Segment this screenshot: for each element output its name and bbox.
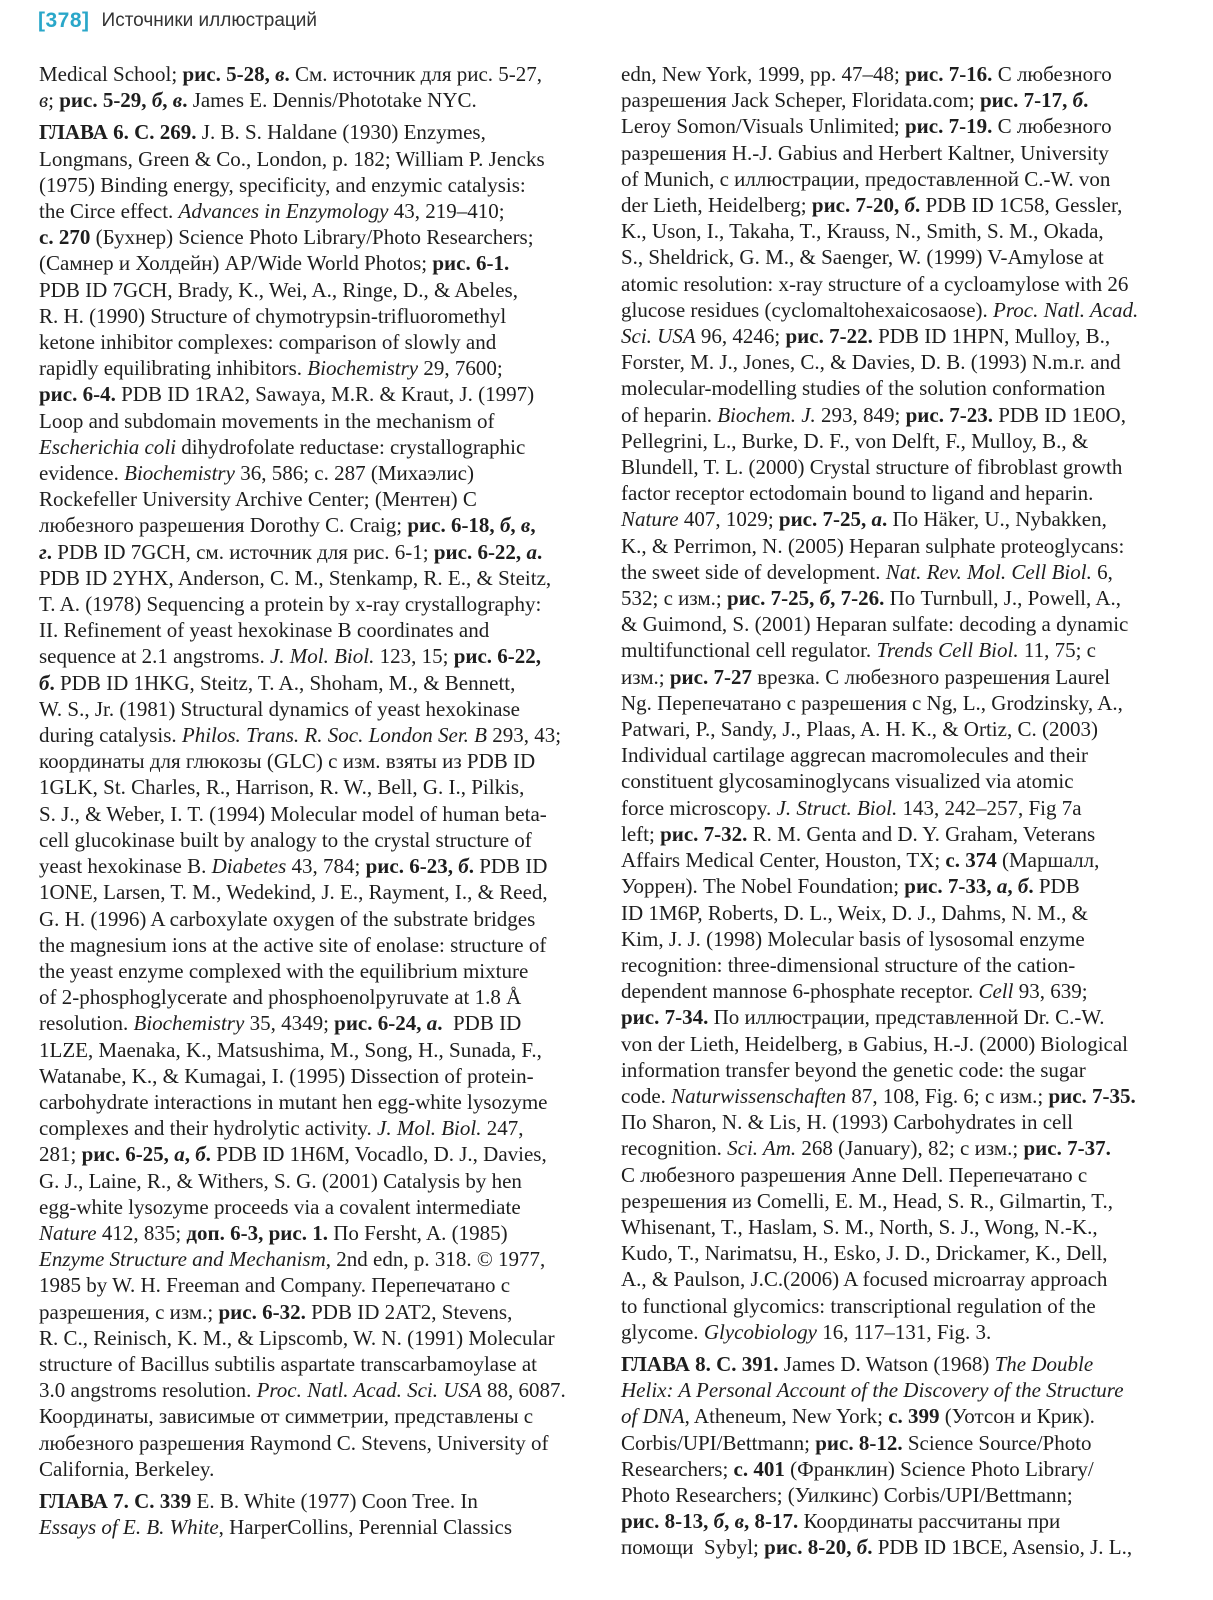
text-line: PDB ID 7GCH, Brady, K., Wei, A., Ringe, D., & Abeles,	[39, 277, 518, 302]
text-line: R. H. (1990) Structure of chymotrypsin-trifluoromethyl	[39, 303, 507, 328]
text-line: Уоррен). The Nobel Foundation; рис. 7-33, а, б. PDB	[621, 874, 1080, 899]
text-line: Loop and subdomain movements in the mechanism of	[39, 408, 495, 433]
text-line: ГЛАВА 8. С. 391. James D. Watson (1968) The Double	[621, 1351, 1094, 1376]
text-line: резрешения из Comelli, E. M., Head, S. R., Gilmartin, T.,	[621, 1188, 1114, 1213]
text-line: разрешения H.-J. Gabius and Herbert Kaltner, University	[621, 140, 1109, 165]
text-line: multifunctional cell regulator. Trends Cell Biol. 11, 75; с	[621, 638, 1096, 663]
text-line: W. S., Jr. (1981) Structural dynamics of yeast hexokinase	[39, 696, 520, 721]
text-line: ketone inhibitor complexes: comparison of slowly and	[39, 330, 497, 355]
text-line: рис. 8-13, б, в, 8-17. Координаты рассчитаны при	[621, 1509, 1061, 1534]
text-line: R. C., Reinisch, K. M., & Lipscomb, W. N. (1991) Molecular	[39, 1325, 555, 1350]
text-line: в; рис. 5-29, б, в. James E. Dennis/Phototake NYC.	[39, 88, 477, 113]
text-line: г. PDB ID 7GCH, см. источник для рис. 6-1; рис. 6-22, а.	[39, 539, 543, 564]
text-line: factor receptor ectodomain bound to ligand and heparin.	[621, 481, 1094, 506]
text-line: Whisenant, T., Haslam, S. M., North, S. J., Wong, N.-K.,	[621, 1214, 1098, 1239]
text-line: the yeast enzyme complexed with the equilibrium mixture	[39, 958, 529, 983]
text-line: Blundell, T. L. (2000) Crystal structure of fibroblast growth	[621, 455, 1123, 480]
text-line: atomic resolution: x-ray structure of a cycloamylose with 26	[621, 271, 1129, 296]
text-line: of heparin. Biochem. J. 293, 849; рис. 7-23. PDB ID 1E0O,	[621, 402, 1126, 427]
page-number: [378]	[38, 9, 90, 32]
text-line: dependent mannose 6-phosphate receptor. Cell 93, 639;	[621, 979, 1088, 1004]
text-line: recognition: three-dimensional structure of the cation-	[621, 952, 1076, 977]
text-line: 1ONE, Larsen, T. M., Wedekind, J. E., Rayment, I., & Reed,	[39, 880, 548, 905]
text-line: rapidly equilibrating inhibitors. Biochemistry 29, 7600;	[39, 356, 503, 381]
text-line: рис. 6-4. PDB ID 1RA2, Sawaya, M.R. & Kraut, J. (1997)	[39, 382, 535, 407]
text-line: structure of Bacillus subtilis aspartate transcarbamoylase at	[39, 1351, 538, 1376]
text-line: ID 1M6P, Roberts, D. L., Weix, D. J., Dahms, N. M., &	[621, 900, 1088, 925]
text-line: during catalysis. Philos. Trans. R. Soc. London Ser. B 293, 43;	[39, 723, 562, 748]
text-line: любезного разрешения Dorothy C. Craig; рис. 6-18, б, в,	[39, 513, 536, 538]
text-line: 1LZE, Maenaka, K., Matsushima, M., Song, H., Sunada, F.,	[39, 1037, 542, 1062]
text-line: of Munich, с иллюстрации, предоставленной C.-W. von	[621, 166, 1111, 191]
text-line: the magnesium ions at the active site of enolase: structure of	[39, 932, 547, 957]
left-column	[39, 61, 579, 1540]
text-line: 1GLK, St. Charles, R., Harrison, R. W., Bell, G. I., Pilkis,	[39, 775, 525, 800]
text-line: Kudo, T., Narimatsu, H., Esko, J. D., Drickamer, K., Dell,	[621, 1241, 1108, 1266]
text-line: carbohydrate interactions in mutant hen egg-white lysozyme	[39, 1089, 548, 1114]
text-line: Sci. USA 96, 4246; рис. 7-22. PDB ID 1HPN, Mulloy, B.,	[621, 324, 1111, 349]
running-title: Источники иллюстраций	[101, 10, 318, 31]
text-line: yeast hexokinase B. Diabetes 43, 784; рис. 6-23, б. PDB ID	[39, 854, 548, 879]
text-line: разрешения, с изм.; рис. 6-32. PDB ID 2AT2, Stevens,	[39, 1299, 513, 1324]
text-line: T. A. (1978) Sequencing a protein by x-ray crystallography:	[39, 592, 542, 617]
text-line: & Guimond, S. (2001) Heparan sulfate: decoding a dynamic	[621, 612, 1129, 637]
text-line: Leroy Somon/Visuals Unlimited; рис. 7-19. С любезного	[621, 114, 1112, 139]
text-line: Ng. Перепечатано с разрешения с Ng, L., Grodzinsky, A.,	[621, 690, 1123, 715]
text-line: Enzyme Structure and Mechanism, 2nd edn, p. 318. © 1977,	[39, 1247, 546, 1272]
text-line: PDB ID 2YHX, Anderson, C. M., Stenkamp, R. E., & Steitz,	[39, 565, 552, 590]
text-line: 281; рис. 6-25, а, б. PDB ID 1H6M, Vocadlo, D. J., Davies,	[39, 1142, 547, 1167]
text-line: Photo Researchers; (Уилкинс) Corbis/UPI/Bettmann;	[621, 1482, 1073, 1507]
text-line: Kim, J. J. (1998) Molecular basis of lysosomal enzyme	[621, 926, 1085, 951]
text-line: California, Berkeley.	[39, 1456, 215, 1481]
text-line: (Самнер и Холдейн) AP/Wide World Photos; рис. 6-1.	[39, 251, 510, 276]
text-line: to functional glycomics: transcriptional regulation of the	[621, 1293, 1096, 1318]
text-line: edn, New York, 1999, pp. 47–48; рис. 7-16. С любезного	[621, 62, 1112, 86]
page-header	[38, 4, 317, 38]
text-line: of DNA, Atheneum, New York; с. 399 (Уотсон и Крик).	[621, 1404, 1095, 1429]
text-line: б. PDB ID 1HKG, Steitz, T. A., Shoham, M., & Bennett,	[39, 670, 516, 695]
text-line: Nature 407, 1029; рис. 7-25, а. По Häker, U., Nybakken,	[621, 507, 1107, 532]
text-line: изм.; рис. 7-27 врезка. С любезного разрешения Laurel	[621, 664, 1111, 689]
text-line: Rockefeller University Archive Center; (Ментен) С	[39, 487, 477, 512]
text-line: Pellegrini, L., Burke, D. F., von Delft, F., Mulloy, B., &	[621, 428, 1089, 453]
text-line: По Sharon, N. & Lis, H. (1993) Carbohydrates in cell	[621, 1110, 1074, 1135]
text-line: с. 270 (Бухнер) Science Photo Library/Photo Researchers;	[39, 225, 534, 250]
text-line: Essays of E. B. White, HarperCollins, Perennial Classics	[39, 1515, 513, 1540]
text-line: molecular-modelling studies of the solution conformation	[621, 376, 1106, 401]
text-line: egg-white lysozyme proceeds via a covalent intermediate	[39, 1194, 521, 1219]
text-line: left; рис. 7-32. R. M. Genta and D. Y. Graham, Veterans	[621, 821, 1096, 846]
text-line: cell glucokinase built by analogy to the crystal structure of	[39, 827, 532, 852]
text-line: Helix: A Personal Account of the Discovery of the Structure	[621, 1378, 1124, 1403]
text-line: evidence. Biochemistry 36, 586; с. 287 (Михаэлис)	[39, 461, 474, 486]
text-line: ГЛАВА 6. С. 269. J. B. S. Haldane (1930) Enzymes,	[39, 120, 486, 145]
text-line: Researchers; с. 401 (Франклин) Science Photo Library/	[621, 1456, 1094, 1481]
text-line: G. J., Laine, R., & Withers, S. G. (2001) Catalysis by hen	[39, 1168, 522, 1193]
text-line: С любезного разрешения Anne Dell. Перепечатано с	[621, 1162, 1088, 1187]
text-line: любезного разрешения Raymond C. Stevens, University of	[39, 1430, 549, 1455]
text-line: G. H. (1996) A carboxylate oxygen of the substrate bridges	[39, 906, 536, 931]
text-line: K., & Perrimon, N. (2005) Heparan sulphate proteoglycans:	[621, 533, 1125, 558]
text-line: A., & Paulson, J.C.(2006) A focused microarray approach	[621, 1267, 1108, 1292]
text-line: der Lieth, Heidelberg; рис. 7-20, б. PDB ID 1C58, Gessler,	[621, 193, 1123, 218]
text-line: resolution. Biochemistry 35, 4349; рис. 6-24, а. PDB ID	[39, 1011, 522, 1036]
text-line: von der Lieth, Heidelberg, в Gabius, H.-J. (2000) Biological	[621, 1031, 1129, 1056]
text-line: (1975) Binding energy, specificity, and enzymic catalysis:	[39, 172, 526, 197]
text-line: Watanabe, K., & Kumagai, I. (1995) Dissection of protein-	[39, 1063, 534, 1088]
text-line: 1985 by W. H. Freeman and Company. Перепечатано с	[39, 1273, 511, 1298]
text-line: II. Refinement of yeast hexokinase B coordinates and	[39, 618, 490, 643]
text-line: S., Sheldrick, G. M., & Saenger, W. (1999) V-Amylose at	[621, 245, 1104, 270]
text-line: координаты для глюкозы (GLC) с изм. взяты из PDB ID	[39, 749, 536, 774]
text-line: sequence at 2.1 angstroms. J. Mol. Biol. 123, 15; рис. 6-22,	[39, 644, 542, 669]
text-line: Medical School; рис. 5-28, в. См. источник для рис. 5-27,	[39, 62, 543, 86]
text-line: the Circe effect. Advances in Enzymology 43, 219–410;	[39, 199, 505, 224]
text-line: Escherichia coli dihydrofolate reductase: crystallographic	[39, 434, 526, 459]
text-line: Nature 412, 835; доп. 6-3, рис. 1. По Fersht, A. (1985)	[39, 1220, 508, 1245]
text-line: рис. 7-34. По иллюстрации, представленной Dr. C.-W.	[621, 1005, 1105, 1030]
text-line: glucose residues (cyclomaltohexaicosaose). Proc. Natl. Acad.	[621, 297, 1139, 322]
text-line: K., Uson, I., Takaha, T., Krauss, N., Smith, S. M., Okada,	[621, 219, 1104, 244]
text-line: Individual cartilage aggrecan macromolecules and their	[621, 743, 1089, 768]
text-line: glycome. Glycobiology 16, 117–131, Fig. 3.	[621, 1319, 992, 1344]
text-line: Longmans, Green & Co., London, p. 182; William P. Jencks	[39, 146, 545, 171]
text-line: Forster, M. J., Jones, C., & Davies, D. B. (1993) N.m.r. and	[621, 350, 1121, 375]
text-line: S. J., & Weber, I. T. (1994) Molecular model of human beta-	[39, 801, 547, 826]
text-line: помощи Sybyl; рис. 8-20, б. PDB ID 1BCE, Asensio, J. L.,	[621, 1535, 1133, 1560]
text-line: 532; с изм.; рис. 7-25, б, 7-26. По Turnbull, J., Powell, A.,	[621, 586, 1122, 611]
text-line: 3.0 angstroms resolution. Proc. Natl. Acad. Sci. USA 88, 6087.	[39, 1378, 566, 1403]
text-line: Координаты, зависимые от симметрии, представлены с	[39, 1404, 534, 1429]
text-line: of 2-phosphoglycerate and phosphoenolpyruvate at 1.8 Å	[39, 985, 522, 1010]
text-line: разрешения Jack Scheper, Floridata.com; рис. 7-17, б.	[621, 88, 1089, 113]
text-line: recognition. Sci. Am. 268 (January), 82; с изм.; рис. 7-37.	[621, 1136, 1111, 1161]
text-line: complexes and their hydrolytic activity. J. Mol. Biol. 247,	[39, 1116, 524, 1141]
text-line: Patwari, P., Sandy, J., Plaas, A. H. K., & Ortiz, C. (2003)	[621, 717, 1098, 742]
text-line: Corbis/UPI/Bettmann; рис. 8-12. Science Source/Photo	[621, 1430, 1092, 1455]
text-line: constituent glycosaminoglycans visualized via atomic	[621, 769, 1074, 794]
text-line: the sweet side of development. Nat. Rev. Mol. Cell Biol. 6,	[621, 559, 1113, 584]
text-line: ГЛАВА 7. С. 339 E. B. White (1977) Coon Tree. In	[39, 1488, 478, 1513]
right-column	[621, 61, 1158, 1561]
text-line: Affairs Medical Center, Houston, TX; с. 374 (Маршалл,	[621, 848, 1100, 873]
text-line: code. Naturwissenschaften 87, 108, Fig. 6; с изм.; рис. 7-35.	[621, 1083, 1136, 1108]
text-line: force microscopy. J. Struct. Biol. 143, 242–257, Fig 7a	[621, 795, 1082, 820]
text-line: information transfer beyond the genetic code: the sugar	[621, 1057, 1086, 1082]
